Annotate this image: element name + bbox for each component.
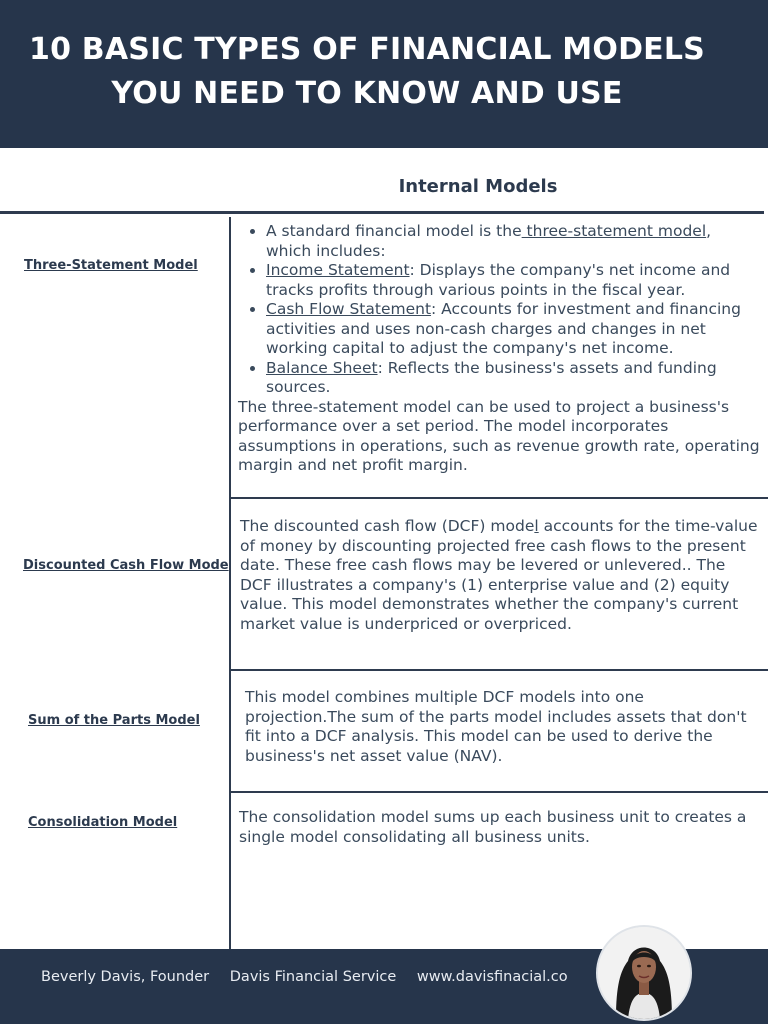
three-statement-model-link[interactable]: three-statement model	[521, 222, 707, 240]
balance-sheet-link[interactable]: Balance Sheet	[266, 358, 378, 377]
footer-website-link[interactable]: www.davisfinacial.co	[416, 969, 568, 985]
row-divider-3	[229, 791, 768, 793]
founder-portrait-icon	[598, 927, 690, 1019]
row-divider-2	[229, 669, 768, 671]
label-discounted-cash-flow-model: Discounted Cash Flow Mode	[23, 558, 229, 573]
content-sum-of-the-parts-model: This model combines multiple DCF models into one projection.The sum of the parts model includes assets that don't fit into a DCF analysis. This model can be used to derive the business's net asset value (NAV).	[245, 688, 747, 765]
bullet-income-statement: • Income Statement: Displays the company's net income and tracks profits through various points in the fiscal year.	[266, 261, 760, 300]
label-sum-of-the-parts-model: Sum of the Parts Model	[28, 713, 200, 728]
column-divider	[229, 217, 231, 949]
content-discounted-cash-flow-model: The discounted cash flow (DCF) model accounts for the time-value of money by discounting projected free cash flows to the present date. These free cash flows may be levered or unlevered.. The DCF illustrates a company's (1) enterprise value and (2) equity value. This model demonstrates whether the company's current market value is underpriced or overpriced.	[240, 517, 758, 633]
label-three-statement-model: Three-Statement Model	[24, 258, 198, 273]
top-divider	[0, 211, 764, 214]
footer-info	[41, 969, 584, 985]
three-statement-summary: The three-statement model can be used to project a business's performance over a set period. The model incorporates assumptions in operations, such as revenue growth rate, operating margin and net profit margin.	[238, 397, 760, 474]
footer-founder-name: Beverly Davis, Founder	[41, 969, 210, 985]
content-three-statement-model	[238, 222, 760, 476]
row-divider-1	[229, 497, 768, 499]
content-consolidation-model: The consolidation model sums up each business unit to creates a single model consolidating all business units.	[239, 808, 747, 846]
footer-company-name: Davis Financial Service	[229, 969, 397, 985]
title-line-2: YOU NEED TO KNOW AND USE	[111, 76, 623, 111]
label-consolidation-model: Consolidation Model	[28, 815, 178, 830]
three-statement-bullet-list	[238, 222, 760, 398]
income-statement-link[interactable]: Income Statement	[266, 261, 410, 279]
section-title: Internal Models	[398, 176, 558, 197]
bullet-balance-sheet: • Balance Sheet: Reflects the business's assets and funding sources.	[266, 359, 760, 398]
founder-avatar	[596, 925, 692, 1021]
cash-flow-statement-link[interactable]: Cash Flow Statement	[266, 300, 432, 318]
page-title	[0, 28, 734, 116]
bullet-cash-flow-statement: • Cash Flow Statement: Accounts for investment and financing activities and uses non-cash charges and changes in net working capital to adjust the company's net income.	[266, 300, 760, 359]
title-line-1: 10 BASIC TYPES OF FINANCIAL MODELS	[29, 32, 705, 67]
bullet-intro: • A standard financial model is the three-statement model, which includes:	[266, 222, 760, 261]
